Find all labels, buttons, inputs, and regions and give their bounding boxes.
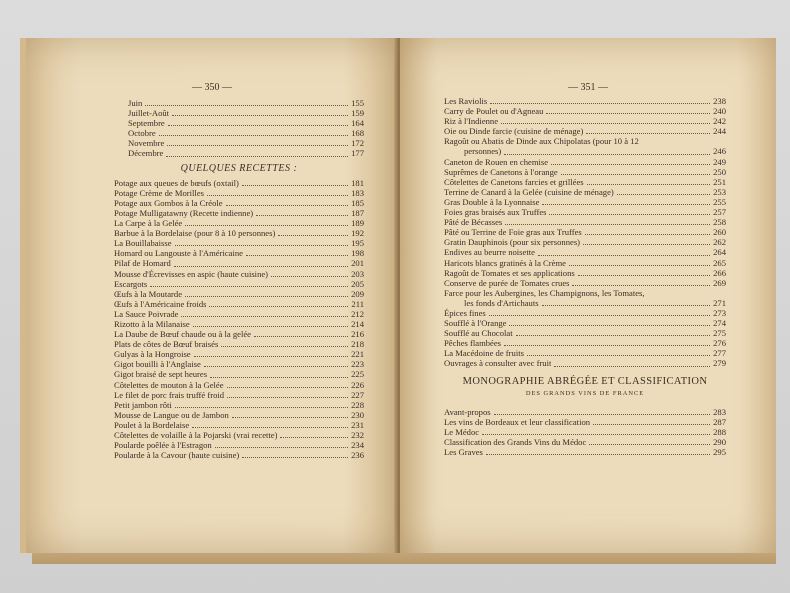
toc-entry bbox=[114, 98, 364, 108]
toc-leader-dots bbox=[242, 185, 348, 186]
toc-entry-page: 214 bbox=[351, 318, 364, 329]
toc-entry-page: 276 bbox=[713, 338, 726, 349]
toc-entry-page: 271 bbox=[713, 297, 726, 308]
toc-entry-label: Pilaf de Homard bbox=[114, 258, 171, 269]
toc-entry-label: La Macédoine de fruits bbox=[444, 348, 524, 359]
toc-entry-page: 290 bbox=[713, 437, 726, 447]
toc-entry bbox=[114, 289, 364, 299]
toc-leader-dots bbox=[145, 105, 348, 106]
toc-entry-page: 269 bbox=[713, 277, 726, 288]
toc-entry-page: 221 bbox=[351, 349, 364, 360]
toc-entry-label: Les vins de Bordeaux et leur classification bbox=[444, 416, 591, 427]
toc-leader-dots bbox=[209, 306, 348, 307]
toc-entry-page: 218 bbox=[351, 339, 364, 350]
toc-entry bbox=[114, 299, 364, 309]
toc-entry bbox=[114, 380, 364, 390]
toc-entry bbox=[114, 108, 364, 118]
right-toc bbox=[444, 96, 726, 457]
toc-entry-page: 195 bbox=[351, 238, 364, 249]
toc-leader-dots bbox=[486, 454, 710, 455]
toc-entry-page: 168 bbox=[351, 128, 364, 139]
right-page bbox=[400, 38, 776, 553]
toc-leader-dots bbox=[159, 135, 348, 136]
toc-leader-dots bbox=[256, 215, 348, 216]
toc-entry-page: 198 bbox=[351, 248, 364, 259]
toc-entry-page: 223 bbox=[351, 359, 364, 370]
toc-entry bbox=[114, 359, 364, 369]
toc-entry bbox=[444, 116, 726, 126]
toc-entry-page: 279 bbox=[713, 358, 726, 369]
left-page-number: — 350 — bbox=[192, 82, 232, 93]
toc-entry-page: 181 bbox=[351, 177, 364, 188]
toc-leader-dots bbox=[593, 424, 710, 425]
toc-entry-label: Petit jambon rôti bbox=[114, 399, 172, 410]
toc-entry bbox=[444, 106, 726, 116]
toc-leader-dots bbox=[583, 244, 710, 245]
toc-entry bbox=[114, 309, 364, 319]
toc-leader-dots bbox=[578, 275, 710, 276]
toc-leader-dots bbox=[192, 427, 348, 428]
toc-entry-label: Oie ou Dinde farcie (cuisine de ménage) bbox=[444, 126, 584, 137]
toc-entry-page: 238 bbox=[713, 96, 726, 106]
toc-leader-dots bbox=[546, 113, 710, 114]
toc-entry-page: 159 bbox=[351, 108, 364, 119]
toc-leader-dots bbox=[501, 123, 710, 124]
toc-entry-label: Suprêmes de Canetons à l'orange bbox=[444, 166, 558, 177]
toc-entry-page: 249 bbox=[713, 156, 726, 167]
toc-entry-page: 211 bbox=[351, 298, 364, 309]
toc-leader-dots bbox=[242, 457, 348, 458]
toc-entry bbox=[444, 167, 726, 177]
toc-entry-label: Gigot braisé de sept heures bbox=[114, 369, 208, 380]
toc-leader-dots bbox=[207, 195, 348, 196]
toc-entry bbox=[444, 407, 726, 417]
toc-entry bbox=[444, 348, 726, 358]
toc-entry bbox=[444, 207, 726, 217]
toc-leader-dots bbox=[246, 255, 348, 256]
toc-leader-dots bbox=[505, 224, 710, 225]
toc-leader-dots bbox=[490, 103, 710, 104]
toc-entry bbox=[114, 390, 364, 400]
toc-entry-label: Ragoût de Tomates et ses applications bbox=[444, 267, 575, 278]
toc-entry-page: 225 bbox=[351, 369, 364, 380]
toc-entry bbox=[114, 198, 364, 208]
toc-entry-label: Poularde poêlée à l'Estragon bbox=[114, 440, 212, 451]
toc-leader-dots bbox=[527, 355, 710, 356]
toc-entry-page: 287 bbox=[713, 416, 726, 427]
toc-entry-page: 236 bbox=[351, 450, 364, 461]
toc-entry bbox=[114, 208, 364, 218]
toc-entry-label: Décembre bbox=[128, 148, 164, 159]
toc-leader-dots bbox=[561, 174, 710, 175]
toc-leader-dots bbox=[168, 125, 348, 126]
toc-leader-dots bbox=[482, 434, 710, 435]
toc-leader-dots bbox=[194, 356, 348, 357]
toc-entry bbox=[444, 427, 726, 437]
toc-entry-label: Carry de Poulet ou d'Agneau bbox=[444, 106, 544, 117]
toc-entry-label: Conserve de purée de Tomates crues bbox=[444, 277, 570, 288]
toc-entry-page: 264 bbox=[713, 247, 726, 258]
toc-entry bbox=[114, 269, 364, 279]
months-list bbox=[114, 98, 364, 159]
toc-entry-page: 295 bbox=[713, 447, 726, 458]
toc-entry-label: Terrine de Canard à la Gelée (cuisine de ménage) bbox=[444, 186, 614, 197]
toc-leader-dots bbox=[551, 164, 710, 165]
toc-leader-dots bbox=[254, 336, 348, 337]
toc-leader-dots bbox=[150, 286, 348, 287]
toc-entry-label: Barbue à la Bordelaise (pour 8 à 10 personnes) bbox=[114, 228, 276, 239]
toc-entry-label: Potage Crème de Morilles bbox=[114, 187, 204, 198]
toc-entry-label: Poulet à la Bordelaise bbox=[114, 419, 190, 430]
toc-entry-label: Le filet de porc frais truffé froid bbox=[114, 389, 225, 400]
toc-entry-label: Classification des Grands Vins du Médoc bbox=[444, 437, 587, 447]
toc-entry-label: Côtelettes de volaille à la Pojarski (vrai recette) bbox=[114, 430, 278, 440]
toc-entry-page: 164 bbox=[351, 118, 364, 129]
toc-entry bbox=[444, 338, 726, 348]
toc-entry bbox=[444, 187, 726, 197]
toc-entry bbox=[444, 278, 726, 288]
left-toc bbox=[114, 98, 364, 460]
toc-leader-dots bbox=[215, 447, 348, 448]
toc-entry-label: Côtelettes de mouton à la Gelée bbox=[114, 379, 224, 390]
toc-leader-dots bbox=[572, 285, 710, 286]
toc-entry bbox=[114, 118, 364, 128]
toc-entry bbox=[114, 430, 364, 440]
toc-entry-page: 277 bbox=[713, 348, 726, 359]
toc-entry-page: 274 bbox=[713, 318, 726, 329]
toc-entry-page: 205 bbox=[351, 278, 364, 289]
toc-entry-page: 244 bbox=[713, 126, 726, 137]
toc-leader-dots bbox=[586, 133, 710, 134]
toc-entry-label: Soufflé au Chocolat bbox=[444, 328, 513, 339]
toc-entry-page: 262 bbox=[713, 237, 726, 248]
toc-entry-page: 265 bbox=[713, 257, 726, 268]
toc-leader-dots bbox=[504, 345, 710, 346]
toc-entry-label: Mousse de Langue ou de Jambon bbox=[114, 409, 229, 420]
toc-entry bbox=[114, 138, 364, 148]
toc-entry-page: 189 bbox=[351, 218, 364, 229]
toc-entry bbox=[114, 329, 364, 339]
toc-entry-label: La Sauce Poivrade bbox=[114, 308, 179, 319]
toc-leader-dots bbox=[278, 235, 348, 236]
toc-entry bbox=[444, 417, 726, 427]
toc-entry-label: Endives au beurre noisette bbox=[444, 247, 535, 258]
toc-leader-dots bbox=[509, 325, 710, 326]
toc-entry bbox=[114, 450, 364, 460]
toc-entry-label: Escargots bbox=[114, 278, 148, 289]
toc-entry-label: Potage aux queues de bœufs (oxtail) bbox=[114, 177, 239, 188]
toc-leader-dots bbox=[210, 377, 348, 378]
toc-leader-dots bbox=[172, 115, 348, 116]
toc-entry bbox=[444, 126, 726, 136]
toc-entry bbox=[114, 228, 364, 238]
toc-entry bbox=[114, 410, 364, 420]
toc-leader-dots bbox=[227, 397, 348, 398]
toc-leader-dots bbox=[494, 414, 710, 415]
toc-entry bbox=[114, 369, 364, 379]
toc-entry-continuation bbox=[444, 146, 726, 156]
toc-entry-label: Septembre bbox=[128, 118, 165, 129]
toc-leader-dots bbox=[181, 316, 348, 317]
toc-leader-dots bbox=[167, 145, 348, 146]
toc-entry bbox=[444, 136, 726, 146]
toc-leader-dots bbox=[166, 156, 348, 157]
toc-leader-dots bbox=[193, 326, 348, 327]
toc-leader-dots bbox=[538, 255, 710, 256]
toc-entry-page: 216 bbox=[351, 329, 364, 340]
toc-entry-label: Plats de côtes de Bœuf braisés bbox=[114, 339, 219, 350]
toc-entry-label: Juin bbox=[128, 98, 143, 108]
toc-entry bbox=[444, 227, 726, 237]
toc-leader-dots bbox=[232, 417, 348, 418]
toc-leader-dots bbox=[504, 154, 710, 155]
toc-entry bbox=[444, 328, 726, 338]
toc-entry bbox=[114, 349, 364, 359]
toc-leader-dots bbox=[549, 214, 710, 215]
toc-leader-dots bbox=[554, 366, 710, 367]
toc-leader-dots bbox=[587, 184, 711, 185]
toc-entry bbox=[114, 319, 364, 329]
open-book bbox=[14, 38, 776, 566]
toc-entry bbox=[444, 217, 726, 227]
toc-entry-label: personnes) bbox=[464, 146, 502, 157]
toc-entry-continuation bbox=[444, 298, 726, 308]
toc-entry-label: Farce pour les Aubergines, les Champignons, les Tomates, bbox=[444, 287, 645, 298]
toc-entry-page: 192 bbox=[351, 228, 364, 239]
toc-entry bbox=[444, 447, 726, 457]
left-page bbox=[20, 38, 398, 553]
toc-entry bbox=[114, 339, 364, 349]
toc-leader-dots bbox=[204, 366, 348, 367]
monograph-subtitle: DES GRANDS VINS DE FRANCE bbox=[525, 389, 645, 397]
toc-entry bbox=[114, 400, 364, 410]
toc-entry-label: La Carpe à la Gelée bbox=[114, 218, 183, 229]
toc-entry-label: Haricots blancs gratinés à la Crème bbox=[444, 257, 566, 268]
toc-entry-label: Juillet-Août bbox=[128, 108, 170, 119]
toc-entry-label: La Bouillabaisse bbox=[114, 238, 172, 249]
toc-entry-label: Novembre bbox=[128, 138, 165, 149]
toc-entry bbox=[114, 420, 364, 430]
toc-entry bbox=[444, 247, 726, 257]
toc-entry-page: 227 bbox=[351, 389, 364, 400]
toc-entry-label: La Daube de Bœuf chaude ou à la gelée bbox=[114, 329, 251, 340]
toc-entry-label: Les Raviolis bbox=[444, 96, 488, 106]
recipes-list-continued bbox=[444, 96, 726, 369]
toc-entry-page: 212 bbox=[351, 308, 364, 319]
toc-entry bbox=[444, 177, 726, 187]
right-page-number: — 351 — bbox=[568, 82, 608, 93]
toc-entry-label: Épices fines bbox=[444, 307, 486, 318]
toc-entry-page: 255 bbox=[713, 196, 726, 207]
toc-entry bbox=[444, 96, 726, 106]
toc-leader-dots bbox=[516, 335, 711, 336]
toc-entry-label: Les Graves bbox=[444, 447, 483, 458]
toc-entry-label: Gratin Dauphinois (pour six personnes) bbox=[444, 237, 581, 248]
monograph-list bbox=[444, 407, 726, 457]
toc-entry bbox=[444, 258, 726, 268]
toc-leader-dots bbox=[585, 234, 710, 235]
toc-entry-label: Homard ou Langouste à l'Américaine bbox=[114, 248, 243, 259]
toc-entry-page: 288 bbox=[713, 426, 726, 437]
toc-leader-dots bbox=[185, 225, 348, 226]
toc-entry-page: 250 bbox=[713, 166, 726, 177]
toc-entry-label: Riz à l'Indienne bbox=[444, 116, 499, 127]
toc-entry bbox=[444, 437, 726, 447]
toc-entry-page: 209 bbox=[351, 288, 364, 299]
toc-entry-page: 226 bbox=[351, 379, 364, 390]
toc-entry-page: 183 bbox=[351, 187, 364, 198]
toc-entry-page: 242 bbox=[713, 116, 726, 127]
toc-entry bbox=[114, 148, 364, 158]
toc-entry-page: 246 bbox=[713, 146, 726, 157]
toc-entry bbox=[444, 318, 726, 328]
toc-entry-label: Avant-propos bbox=[444, 406, 491, 417]
toc-entry-label: Caneton de Rouen en chemise bbox=[444, 156, 549, 167]
toc-entry-label: Gulyas à la Hongroise bbox=[114, 349, 191, 360]
toc-leader-dots bbox=[489, 315, 710, 316]
toc-leader-dots bbox=[542, 204, 710, 205]
toc-entry-label: Œufs à la Moutarde bbox=[114, 288, 183, 299]
toc-entry bbox=[114, 218, 364, 228]
toc-entry-label: Poularde à la Cavour (haute cuisine) bbox=[114, 450, 240, 461]
recipes-section-title: QUELQUES RECETTES : bbox=[180, 162, 298, 174]
toc-entry bbox=[114, 128, 364, 138]
toc-entry-page: 260 bbox=[713, 227, 726, 238]
toc-entry-page: 228 bbox=[351, 399, 364, 410]
toc-entry bbox=[444, 237, 726, 247]
toc-entry bbox=[444, 197, 726, 207]
toc-entry-page: 232 bbox=[351, 430, 364, 440]
toc-entry bbox=[444, 157, 726, 167]
toc-leader-dots bbox=[175, 407, 348, 408]
toc-entry-label: Rizotto à la Milanaise bbox=[114, 318, 190, 329]
toc-entry-page: 273 bbox=[713, 307, 726, 318]
recipes-list bbox=[114, 178, 364, 461]
toc-entry-label: Pâté ou Terrine de Foie gras aux Truffes bbox=[444, 227, 582, 238]
toc-leader-dots bbox=[174, 266, 348, 267]
toc-entry-page: 155 bbox=[351, 98, 364, 108]
toc-entry-label: Pêches flambées bbox=[444, 338, 502, 349]
toc-entry bbox=[114, 238, 364, 248]
toc-entry-page: 234 bbox=[351, 440, 364, 451]
toc-entry-page: 251 bbox=[713, 176, 726, 187]
toc-entry-label: Ragoût ou Abatis de Dinde aux Chipolatas (pour 10 à 12 bbox=[444, 136, 639, 147]
toc-entry-label: Octobre bbox=[128, 128, 156, 139]
toc-entry-page: 172 bbox=[351, 138, 364, 149]
toc-entry bbox=[114, 178, 364, 188]
toc-entry-label: Potage aux Gombos à la Créole bbox=[114, 197, 223, 208]
toc-leader-dots bbox=[175, 245, 349, 246]
toc-entry-label: Œufs à l'Américaine froids bbox=[114, 298, 207, 309]
toc-leader-dots bbox=[271, 276, 348, 277]
toc-entry-page: 185 bbox=[351, 197, 364, 208]
toc-entry-label: Ouvrages à consulter avec fruit bbox=[444, 358, 552, 369]
toc-entry-page: 203 bbox=[351, 268, 364, 279]
toc-entry-label: Le Médoc bbox=[444, 426, 480, 437]
toc-entry bbox=[114, 279, 364, 289]
toc-entry bbox=[114, 188, 364, 198]
toc-entry-page: 187 bbox=[351, 207, 364, 218]
toc-entry-label: Mousse d'Écrevisses en aspic (haute cuisine) bbox=[114, 268, 269, 279]
toc-entry-page: 177 bbox=[351, 148, 364, 159]
toc-leader-dots bbox=[226, 205, 349, 206]
toc-leader-dots bbox=[589, 444, 710, 445]
toc-leader-dots bbox=[280, 437, 348, 438]
monograph-title: MONOGRAPHIE ABRÉGÉE ET CLASSIFICATION bbox=[462, 375, 708, 387]
toc-entry-label: les fonds d'Artichauts bbox=[464, 297, 539, 308]
toc-leader-dots bbox=[221, 346, 348, 347]
toc-entry-label: Soufflé à l'Orange bbox=[444, 318, 507, 329]
toc-entry-page: 275 bbox=[713, 328, 726, 339]
toc-entry-page: 230 bbox=[351, 409, 364, 420]
toc-entry-page: 253 bbox=[713, 186, 726, 197]
toc-entry bbox=[444, 288, 726, 298]
toc-entry-page: 231 bbox=[351, 419, 364, 430]
toc-entry-label: Pâté de Bécasses bbox=[444, 217, 503, 228]
toc-entry bbox=[114, 258, 364, 268]
toc-leader-dots bbox=[617, 194, 710, 195]
toc-entry-page: 283 bbox=[713, 406, 726, 417]
toc-entry-label: Foies gras braisés aux Truffes bbox=[444, 207, 547, 218]
toc-entry-page: 201 bbox=[351, 258, 364, 269]
toc-entry-label: Côtelettes de Canetons farcies et grillées bbox=[444, 176, 584, 187]
toc-entry bbox=[114, 248, 364, 258]
toc-leader-dots bbox=[185, 296, 348, 297]
toc-entry-label: Potage Mulligatawny (Recette indienne) bbox=[114, 207, 254, 218]
toc-leader-dots bbox=[542, 305, 711, 306]
toc-entry-page: 257 bbox=[713, 207, 726, 218]
toc-entry bbox=[114, 440, 364, 450]
toc-entry bbox=[444, 308, 726, 318]
toc-entry-page: 266 bbox=[713, 267, 726, 278]
toc-entry-label: Gigot bouilli à l'Anglaise bbox=[114, 359, 201, 370]
toc-leader-dots bbox=[227, 387, 349, 388]
toc-entry bbox=[444, 268, 726, 278]
toc-entry-page: 258 bbox=[713, 217, 726, 228]
toc-leader-dots bbox=[569, 265, 710, 266]
toc-entry bbox=[444, 358, 726, 368]
toc-entry-page: 240 bbox=[713, 106, 726, 117]
toc-entry-label: Gras Double à la Lyonnaise bbox=[444, 196, 540, 207]
